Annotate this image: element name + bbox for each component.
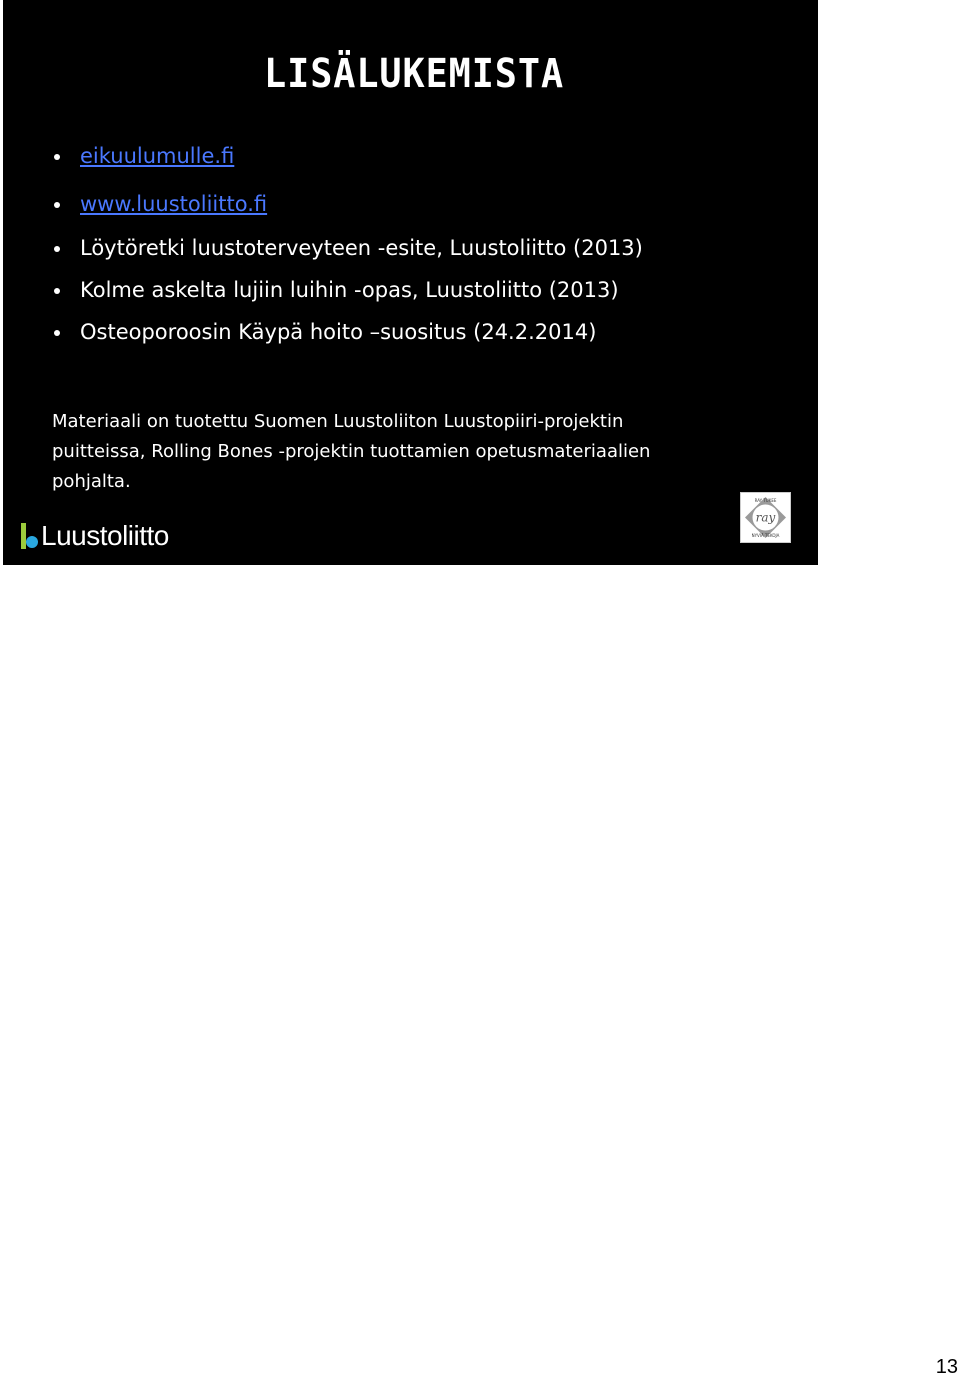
luustoliitto-logo-icon [19,521,39,551]
luustoliitto-logo [19,518,169,554]
note-line: Materiaali on tuotettu Suomen Luustoliiton Luustopiiri-projektin [52,411,624,432]
list-item [52,320,643,344]
page-number: 13 [935,1356,958,1378]
reference-list [52,138,643,344]
list-item [52,236,643,260]
list-item [52,192,643,216]
bullet-icon [54,330,60,336]
reference-text: Kolme askelta lujiin luihin -opas, Luustoliitto (2013) [80,278,619,302]
ray-center-text: ray [755,510,776,525]
credits-note [52,407,772,497]
reference-text: Löytöretki luustoterveyteen -esite, Luustoliitto (2013) [80,236,643,260]
logo-text: Luustoliitto [41,520,169,551]
slide-title: LISÄLUKEMISTA [264,51,565,97]
list-item [52,144,643,168]
bullet-icon [54,246,60,252]
note-line: pohjalta. [52,471,131,492]
list-item [52,278,643,302]
slide [3,0,818,565]
bullet-icon [54,154,60,160]
reference-text: Osteoporoosin Käypä hoito –suositus (24.2.2014) [80,320,597,344]
ray-badge [740,492,791,543]
link-luustoliitto[interactable]: www.luustoliitto.fi [80,192,268,216]
bullet-icon [54,288,60,294]
ray-bottom-text: NYVIÄ TEKOJA [751,533,780,538]
bullet-icon [54,202,60,208]
ray-logo-icon [741,493,790,542]
note-line: puitteissa, Rolling Bones -projektin tuottamien opetusmateriaalien [52,441,651,462]
ray-top-text: RAY TUKEE [754,498,777,503]
link-eikuulumulle[interactable]: eikuulumulle.fi [80,144,235,168]
